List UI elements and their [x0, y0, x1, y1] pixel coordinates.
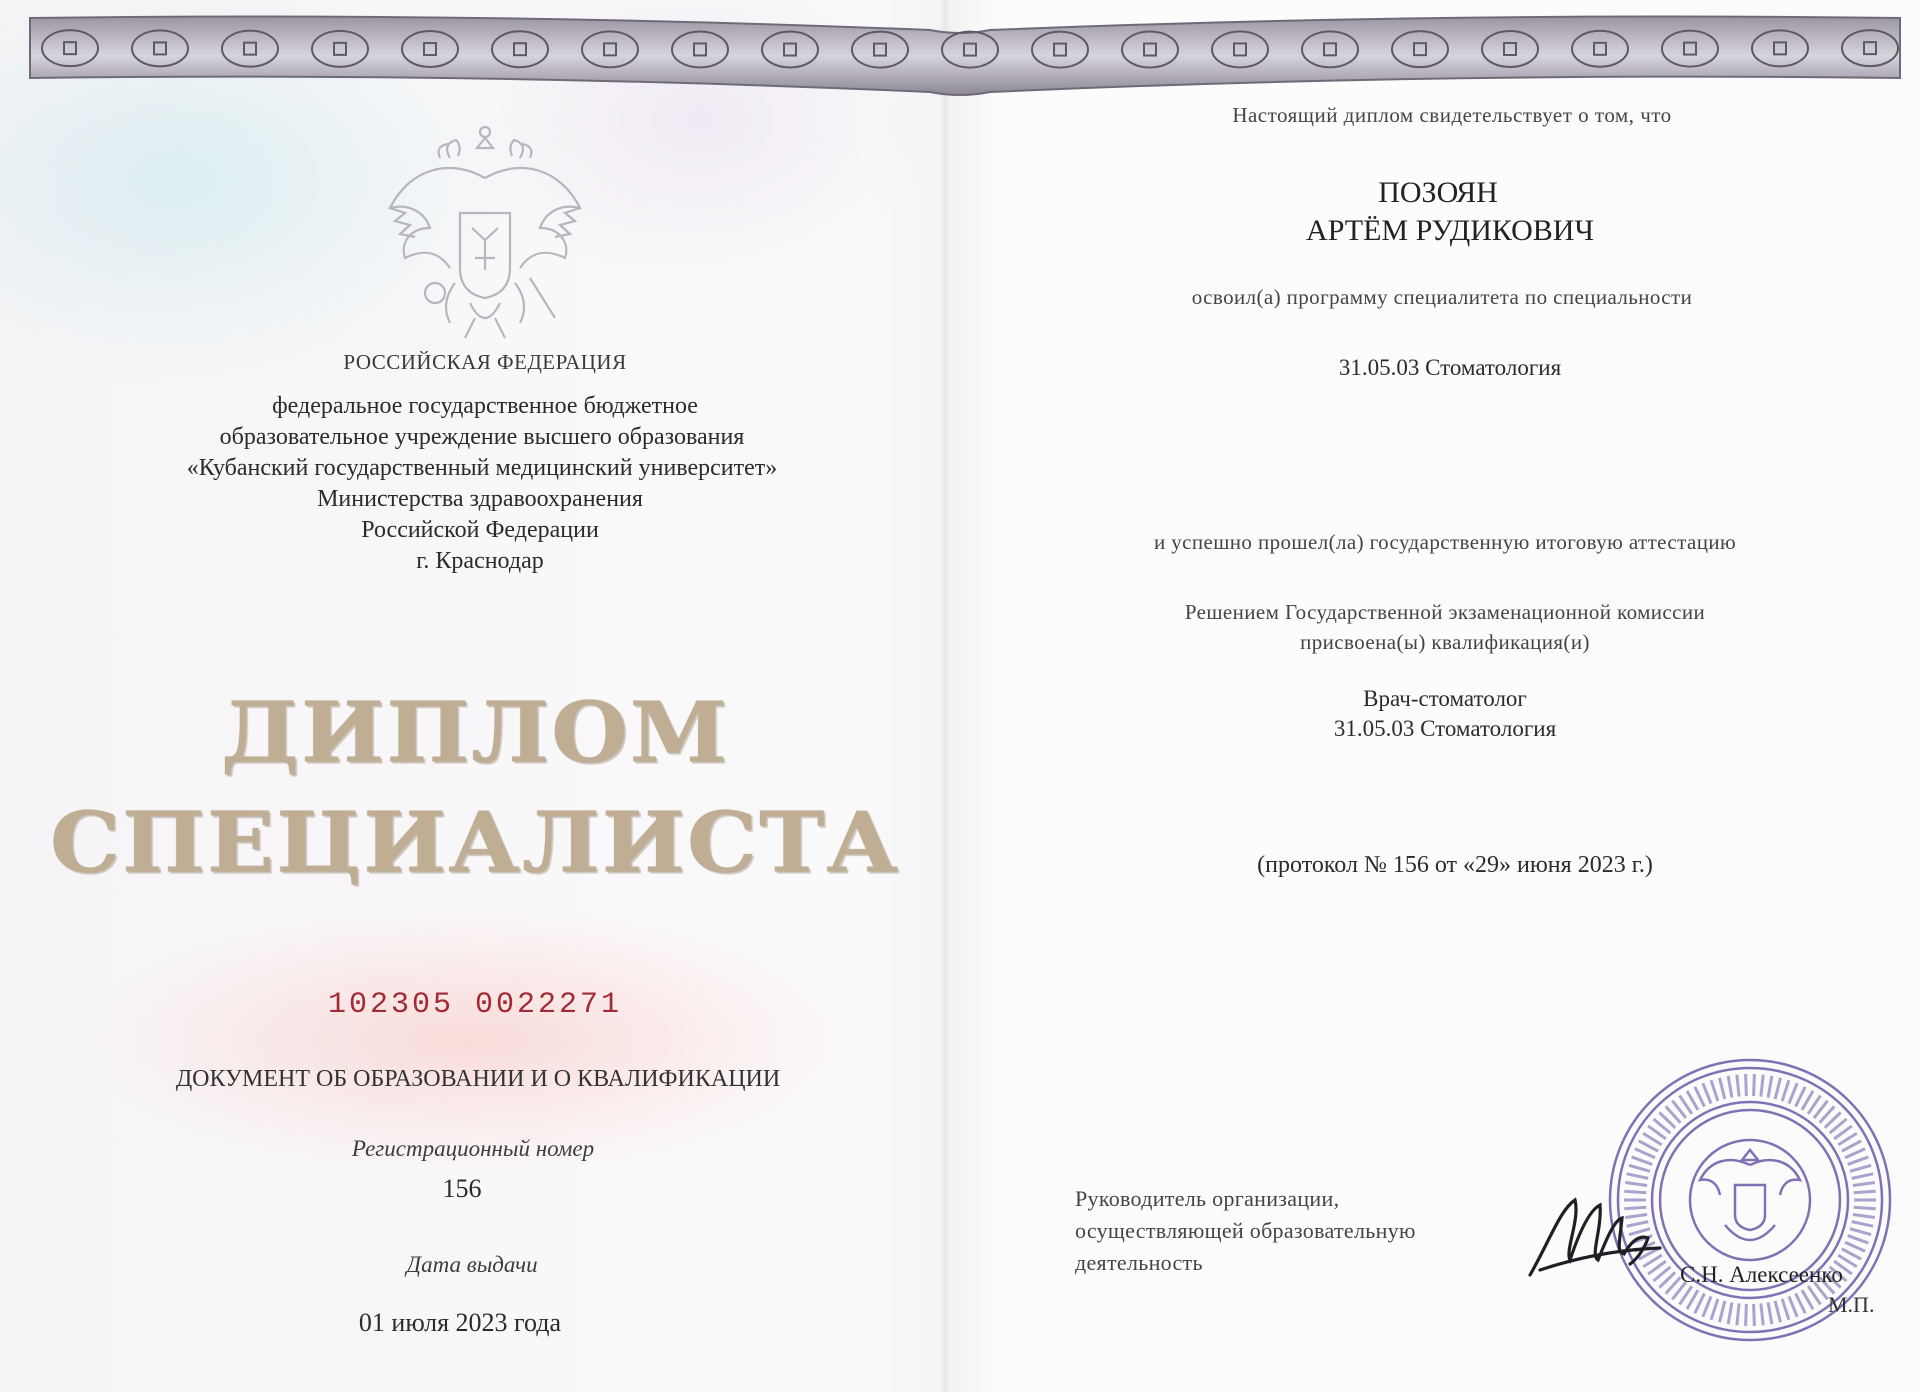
graduate-surname: ПОЗОЯН	[1378, 176, 1498, 209]
institution-line-4: Министерства здравоохранения	[317, 486, 643, 512]
commission-line-1: Решением Государственной экзаменационной комиссии	[1184, 600, 1706, 624]
attestation-text: и успешно прошел(ла) государственную итоговую аттестацию	[1153, 530, 1737, 554]
registration-number: 156	[442, 1174, 482, 1203]
institution-line-3: «Кубанский государственный медицинский университет»	[186, 455, 778, 481]
institution-line-1: федеральное государственное бюджетное	[272, 393, 698, 419]
head-line-2: осуществляющей образовательную	[1075, 1218, 1416, 1243]
qualification-specialty: 31.05.03 Стоматология	[1333, 716, 1557, 741]
signature	[1520, 1180, 1670, 1290]
protocol-text: (протокол № 156 от «29» июня 2023 г.)	[1257, 852, 1653, 878]
institution-line-6: г. Краснодар	[416, 548, 544, 574]
guilloche-ribbon	[0, 0, 1920, 100]
graduate-given-names: АРТЁМ РУДИКОВИЧ	[1306, 214, 1594, 247]
intro-text: Настоящий диплом свидетельствует о том, что	[1232, 103, 1672, 127]
program-text: освоил(а) программу специалитета по специальности	[1191, 285, 1693, 309]
issue-date: 01 июля 2023 года	[358, 1308, 562, 1337]
specialty: 31.05.03 Стоматология	[1338, 355, 1562, 380]
diploma-title-line-1: ДИПЛОМ	[220, 682, 730, 782]
coat-of-arms-icon	[380, 118, 590, 348]
country-name: РОССИЙСКАЯ ФЕДЕРАЦИЯ	[343, 350, 627, 374]
head-line-1: Руководитель организации,	[1075, 1186, 1340, 1211]
registration-label: Регистрационный номер	[351, 1136, 595, 1161]
document-type: ДОКУМЕНТ ОБ ОБРАЗОВАНИИ И О КВАЛИФИКАЦИИ	[175, 1066, 781, 1092]
page-fold	[940, 0, 950, 1392]
qualification: Врач-стоматолог	[1363, 686, 1527, 711]
serial-number: 102305 0022271	[327, 988, 623, 1022]
institution-line-2: образовательное учреждение высшего образования	[219, 424, 745, 450]
stamp-place: М.П.	[1828, 1292, 1875, 1317]
issue-date-label: Дата выдачи	[406, 1252, 538, 1277]
diploma-title-line-2: СПЕЦИАЛИСТА	[49, 792, 901, 892]
signer-name: С.Н. Алексеенко	[1680, 1262, 1843, 1287]
commission-line-2: присвоена(ы) квалификация(и)	[1300, 630, 1590, 654]
head-line-3: деятельность	[1075, 1250, 1203, 1275]
institution-line-5: Российской Федерации	[361, 517, 599, 543]
